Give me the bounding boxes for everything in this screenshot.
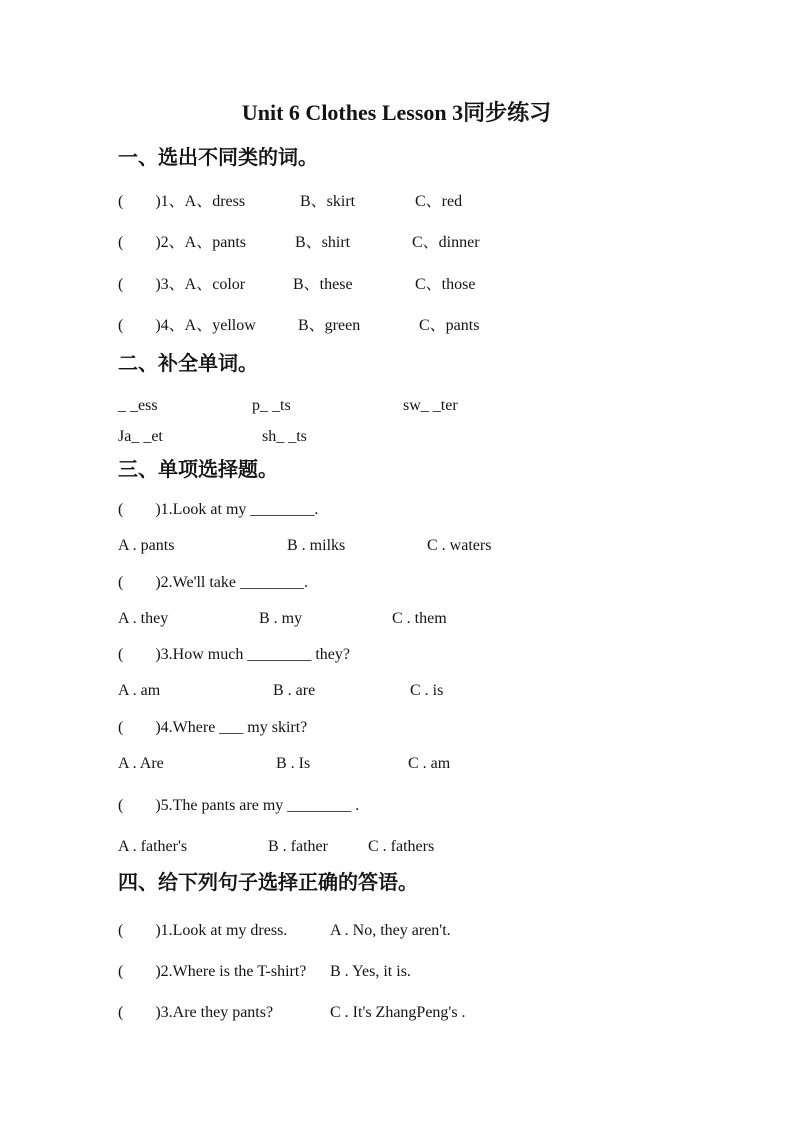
s3-q5-option-a: A . father's — [118, 838, 188, 855]
s2-word-pants: p_ _ts — [252, 397, 291, 414]
s1-row1-option-c: C、red — [415, 193, 463, 210]
s4-row1-question: ( )1.Look at my dress. — [118, 922, 288, 939]
s1-row2-option-b: B、shirt — [295, 234, 351, 251]
section2-heading: 二、补全单词。 — [118, 353, 258, 375]
s3-q5-option-b: B . father — [268, 838, 328, 855]
s2-word-jacket: Ja_ _et — [118, 428, 163, 445]
s3-q4-option-c: C . am — [408, 755, 451, 772]
s3-q2-option-a: A . they — [118, 610, 169, 627]
s1-row4-option-b: B、green — [298, 317, 361, 334]
s1-row1-option-b: B、skirt — [300, 193, 356, 210]
s1-row3-option-c: C、those — [415, 276, 476, 293]
s4-row3-question: ( )3.Are they pants? — [118, 1004, 274, 1021]
s1-row4-option-c: C、pants — [419, 317, 480, 334]
s3-q2: ( )2.We'll take ________. — [118, 574, 309, 591]
s3-q5-option-c: C . fathers — [368, 838, 435, 855]
s4-row2-answer: B . Yes, it is. — [330, 963, 411, 980]
worksheet-title: Unit 6 Clothes Lesson 3同步练习 — [241, 100, 552, 125]
s1-row4-question: ( )4、A、yellow — [118, 317, 256, 334]
section1-heading: 一、选出不同类的词。 — [118, 147, 318, 169]
s3-q2-option-c: C . them — [392, 610, 447, 627]
s3-q5: ( )5.The pants are my ________ . — [118, 797, 360, 814]
s4-row1-answer: A . No, they aren't. — [330, 922, 451, 939]
s1-row3-option-b: B、these — [293, 276, 353, 293]
s2-word-shorts: sh_ _ts — [262, 428, 307, 445]
s3-q1-option-b: B . milks — [287, 537, 346, 554]
s3-q3-option-c: C . is — [410, 682, 444, 699]
s3-q1-option-c: C . waters — [427, 537, 492, 554]
s2-word-dress: _ _ess — [118, 397, 158, 414]
section3-heading: 三、单项选择题。 — [118, 459, 278, 481]
s3-q3-option-a: A . am — [118, 682, 161, 699]
s4-row3-answer: C . It's ZhangPeng's . — [330, 1004, 466, 1021]
s1-row2-option-c: C、dinner — [412, 234, 480, 251]
s3-q2-option-b: B . my — [259, 610, 303, 627]
s3-q3: ( )3.How much ________ they? — [118, 646, 350, 663]
s1-row1-question: ( )1、A、dress — [118, 193, 246, 210]
s3-q1-option-a: A . pants — [118, 537, 175, 554]
s1-row3-question: ( )3、A、color — [118, 276, 246, 293]
s3-q3-option-b: B . are — [273, 682, 316, 699]
s4-row2-question: ( )2.Where is the T-shirt? — [118, 963, 307, 980]
s2-word-sweater: sw_ _ter — [403, 397, 458, 414]
s1-row2-question: ( )2、A、pants — [118, 234, 246, 251]
s3-q4-option-a: A . Are — [118, 755, 164, 772]
section4-heading: 四、给下列句子选择正确的答语。 — [118, 872, 418, 894]
s3-q1: ( )1.Look at my ________. — [118, 501, 319, 518]
s3-q4-option-b: B . Is — [276, 755, 311, 772]
s3-q4: ( )4.Where ___ my skirt? — [118, 719, 308, 736]
